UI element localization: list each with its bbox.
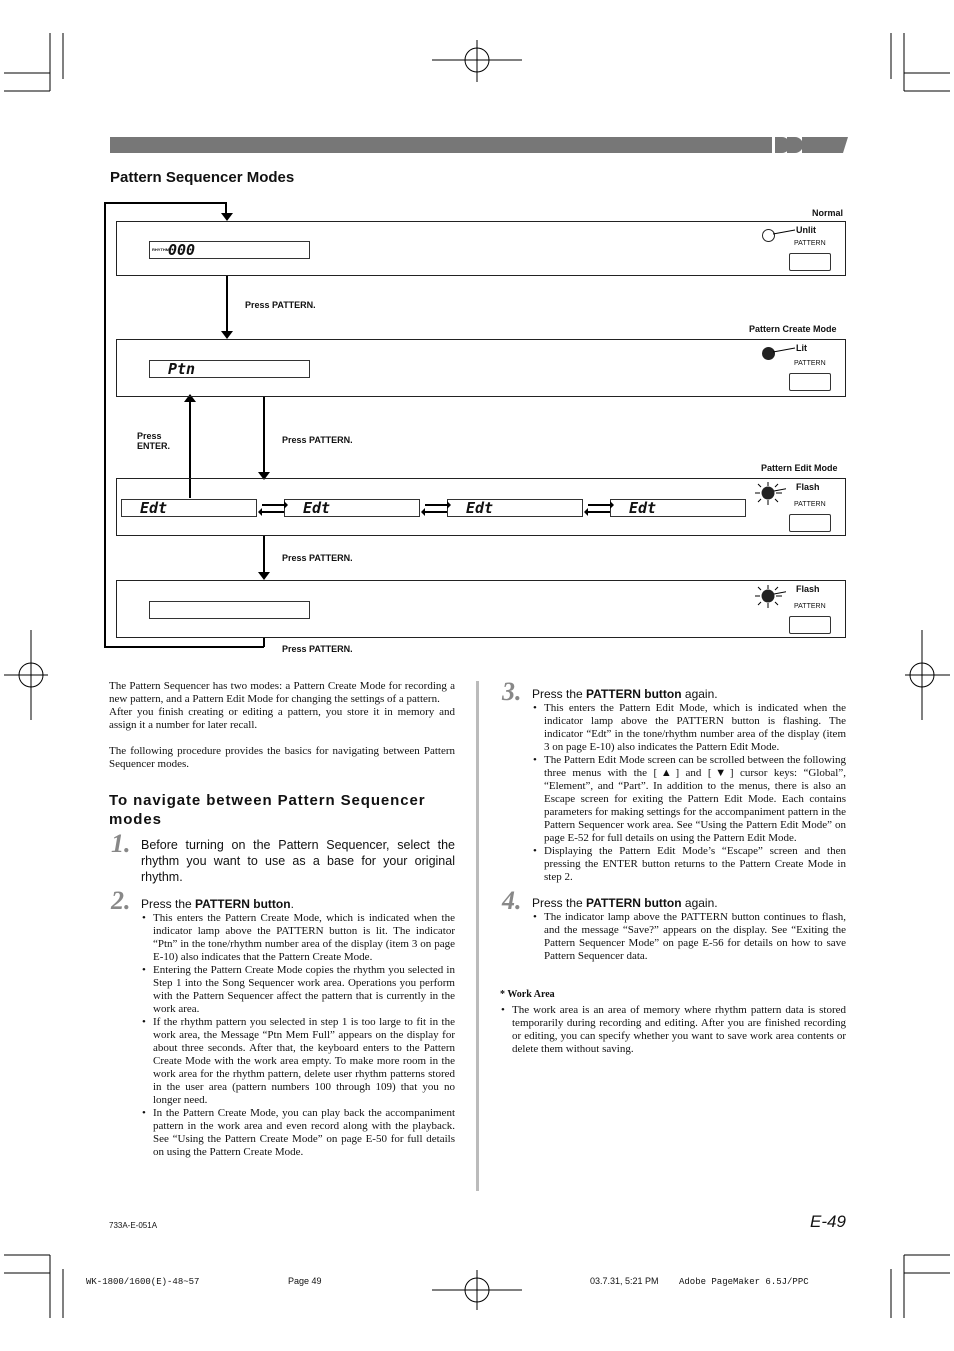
print-slug-app: Adobe PageMaker 6.5J/PPC <box>679 1277 809 1287</box>
lcd-save <box>149 601 310 619</box>
press-enter: Press ENTER. <box>137 431 171 451</box>
lcd-normal-text: 000 <box>168 241 196 259</box>
lcd-edit-text: Edt <box>466 499 494 517</box>
step-1-text: Before turning on the Pattern Sequencer, select the rhythm you want to use as a base for your original rhythm. <box>141 838 455 884</box>
print-slug-date: 03.7.31, 5:21 PM <box>590 1276 659 1286</box>
pattern-button-4 <box>789 616 831 634</box>
step-4-prefix: Press the <box>532 896 587 910</box>
section-title: Pattern Sequencer Modes <box>110 169 295 186</box>
header-bar <box>110 136 850 154</box>
step-3-bold: PATTERN button <box>586 687 682 701</box>
list-item: • The Pattern Edit Mode screen can be scrolled between the following three menus with the [▲] and [▼] cursor keys: “Global”, “Element”, and “Part”. In addition to the menus, there is also an Escape screen for exiting the Pattern Edit Mode. Each contains parameters for making settings for the accompaniment pattern in the Pattern Sequencer work area. See “Using the Pattern Edit Mode” on page E-52 for full details on using the Pattern Edit Mode. <box>544 754 846 845</box>
list-item: • The indicator lamp above the PATTERN button continues to flash, and the message “Save?” appears on the display. See “Exiting the Pattern Sequencer Mode” on page E-56 for details on how to save Pattern Sequencer data. <box>544 911 846 963</box>
press-pattern-4: Press PATTERN. <box>282 644 353 654</box>
lamp-label-flash-2: Flash <box>796 584 820 594</box>
step-2-prefix: Press the <box>141 897 196 911</box>
step-3-number: 3. <box>502 677 522 706</box>
lcd-edit-1 <box>121 499 257 517</box>
step-3-suffix: again. <box>681 687 718 701</box>
step-3-prefix: Press the <box>532 687 587 701</box>
mode-label-edit: Pattern Edit Mode <box>761 463 838 473</box>
step-2-suffix: . <box>290 897 294 911</box>
lamp-label-unlit: Unlit <box>796 225 816 235</box>
step-4-suffix: again. <box>681 896 718 910</box>
press-pattern-2: Press PATTERN. <box>282 435 353 445</box>
intro-paragraph-3: The following procedure provides the basics for navigating between Pattern Sequencer modes. <box>109 745 455 770</box>
step-4-bold: PATTERN button <box>586 896 682 910</box>
mode-label-normal: Normal <box>812 208 844 218</box>
doc-code: 733A-E-051A <box>109 1221 158 1230</box>
column-divider <box>476 681 479 1191</box>
list-item: • If the rhythm pattern you selected in step 1 is too large to fit in the work area, the Message “Ptn Mem Full” appears on the display for about three seconds. After that, the keyboard enters to the Pattern Create Mode with the work area empty. To make more room in the work area for the rhythm pattern, delete user rhythm patterns stored in the user area (pattern numbers 100 through 109) that you no longer need. <box>153 1016 455 1107</box>
right-column <box>500 677 846 1056</box>
list-item: • This enters the Pattern Edit Mode, which is indicated when the indicator lamp above the PATTERN button is flashing. The indicator “Edt” in the tone/rhythm number area of the display (item 3 on page E-10) also indicates the Pattern Edit Mode. <box>544 702 846 754</box>
list-item: • Displaying the Pattern Edit Mode’s “Escape” screen and then pressing the ENTER button returns to the Pattern Create Mode in step 2. <box>544 845 846 884</box>
work-area-note-bullets <box>500 1004 846 1056</box>
print-slug-left: WK-1800/1600(E)-48~57 <box>86 1277 200 1287</box>
pattern-button-2 <box>789 373 831 391</box>
lamp-flash-icon <box>752 584 786 610</box>
lcd-create-text: Ptn <box>168 360 196 378</box>
step-3-bullets <box>532 702 846 884</box>
pattern-label-1: PATTERN <box>794 240 826 247</box>
press-pattern-3: Press PATTERN. <box>282 553 353 563</box>
step-3-text <box>532 686 846 702</box>
step-4-number: 4. <box>502 886 522 915</box>
step-1-number: 1. <box>111 829 131 858</box>
page-number: E-49 <box>810 1212 846 1231</box>
intro-paragraph-1: The Pattern Sequencer has two modes: a Pattern Create Mode for recording a new pattern, and a Pattern Edit Mode for changing the settings of a pattern. <box>109 680 455 705</box>
mode-label-create: Pattern Create Mode <box>749 324 837 334</box>
pattern-button-1 <box>789 253 831 271</box>
step-2-bullets <box>141 912 455 1159</box>
rhythm-indicator: RHYTHM <box>152 247 170 252</box>
list-item: • In the Pattern Create Mode, you can play back the accompaniment pattern in the work area and even record along with the playback. See “Using the Pattern Create Mode” on page E-50 for full details on using the Pattern Create Mode. <box>153 1107 455 1159</box>
print-slug-page: Page 49 <box>288 1276 322 1286</box>
step-4-text <box>532 895 846 911</box>
lcd-edit-text: Edt <box>140 499 168 517</box>
step-2-bold: PATTERN button <box>195 897 291 911</box>
callout-line <box>773 228 797 236</box>
lcd-normal <box>149 241 310 259</box>
lcd-edit-text: Edt <box>629 499 657 517</box>
pattern-button-3 <box>789 514 831 532</box>
lcd-edit-text: Edt <box>303 499 331 517</box>
step-2-text <box>141 896 455 912</box>
pattern-label-2: PATTERN <box>794 360 826 367</box>
step-2-number: 2. <box>111 886 131 915</box>
callout-line <box>773 346 797 354</box>
step-4-bullets <box>532 911 846 963</box>
pattern-label-3: PATTERN <box>794 501 826 508</box>
left-column <box>109 680 455 1159</box>
list-item: • This enters the Pattern Create Mode, which is indicated when the indicator lamp above the PATTERN button is lit. The indicator “Ptn” in the tone/rhythm number area of the display (item 3 on page E-10) also indicates that the Pattern Create Mode. <box>153 912 455 964</box>
lamp-label-lit: Lit <box>796 343 807 353</box>
press-pattern-1: Press PATTERN. <box>245 300 316 310</box>
lamp-flash-icon <box>752 481 786 507</box>
work-area-note-title: * Work Area <box>500 989 555 1000</box>
list-item: • Entering the Pattern Create Mode copies the rhythm you selected in Step 1 into the Song Sequencer work area. Operations you perform with the Pattern Sequencer affect the pattern that is currently in the work area. <box>153 964 455 1016</box>
lamp-label-flash-1: Flash <box>796 482 820 492</box>
intro-paragraph-2: After you finish creating or editing a pattern, you store it in memory and assign it a number for later recall. <box>109 706 455 731</box>
pattern-label-4: PATTERN <box>794 603 826 610</box>
lcd-create <box>149 360 310 378</box>
swap-arrows-icon <box>256 499 751 519</box>
list-item: • The work area is an area of memory where rhythm pattern data is stored temporarily during recording and editing. After you are finished recording or editing, you can specify whether you want to save work area contents or delete them without saving. <box>512 1004 846 1056</box>
procedure-heading: To navigate between Pattern Sequencer modes <box>109 792 426 828</box>
